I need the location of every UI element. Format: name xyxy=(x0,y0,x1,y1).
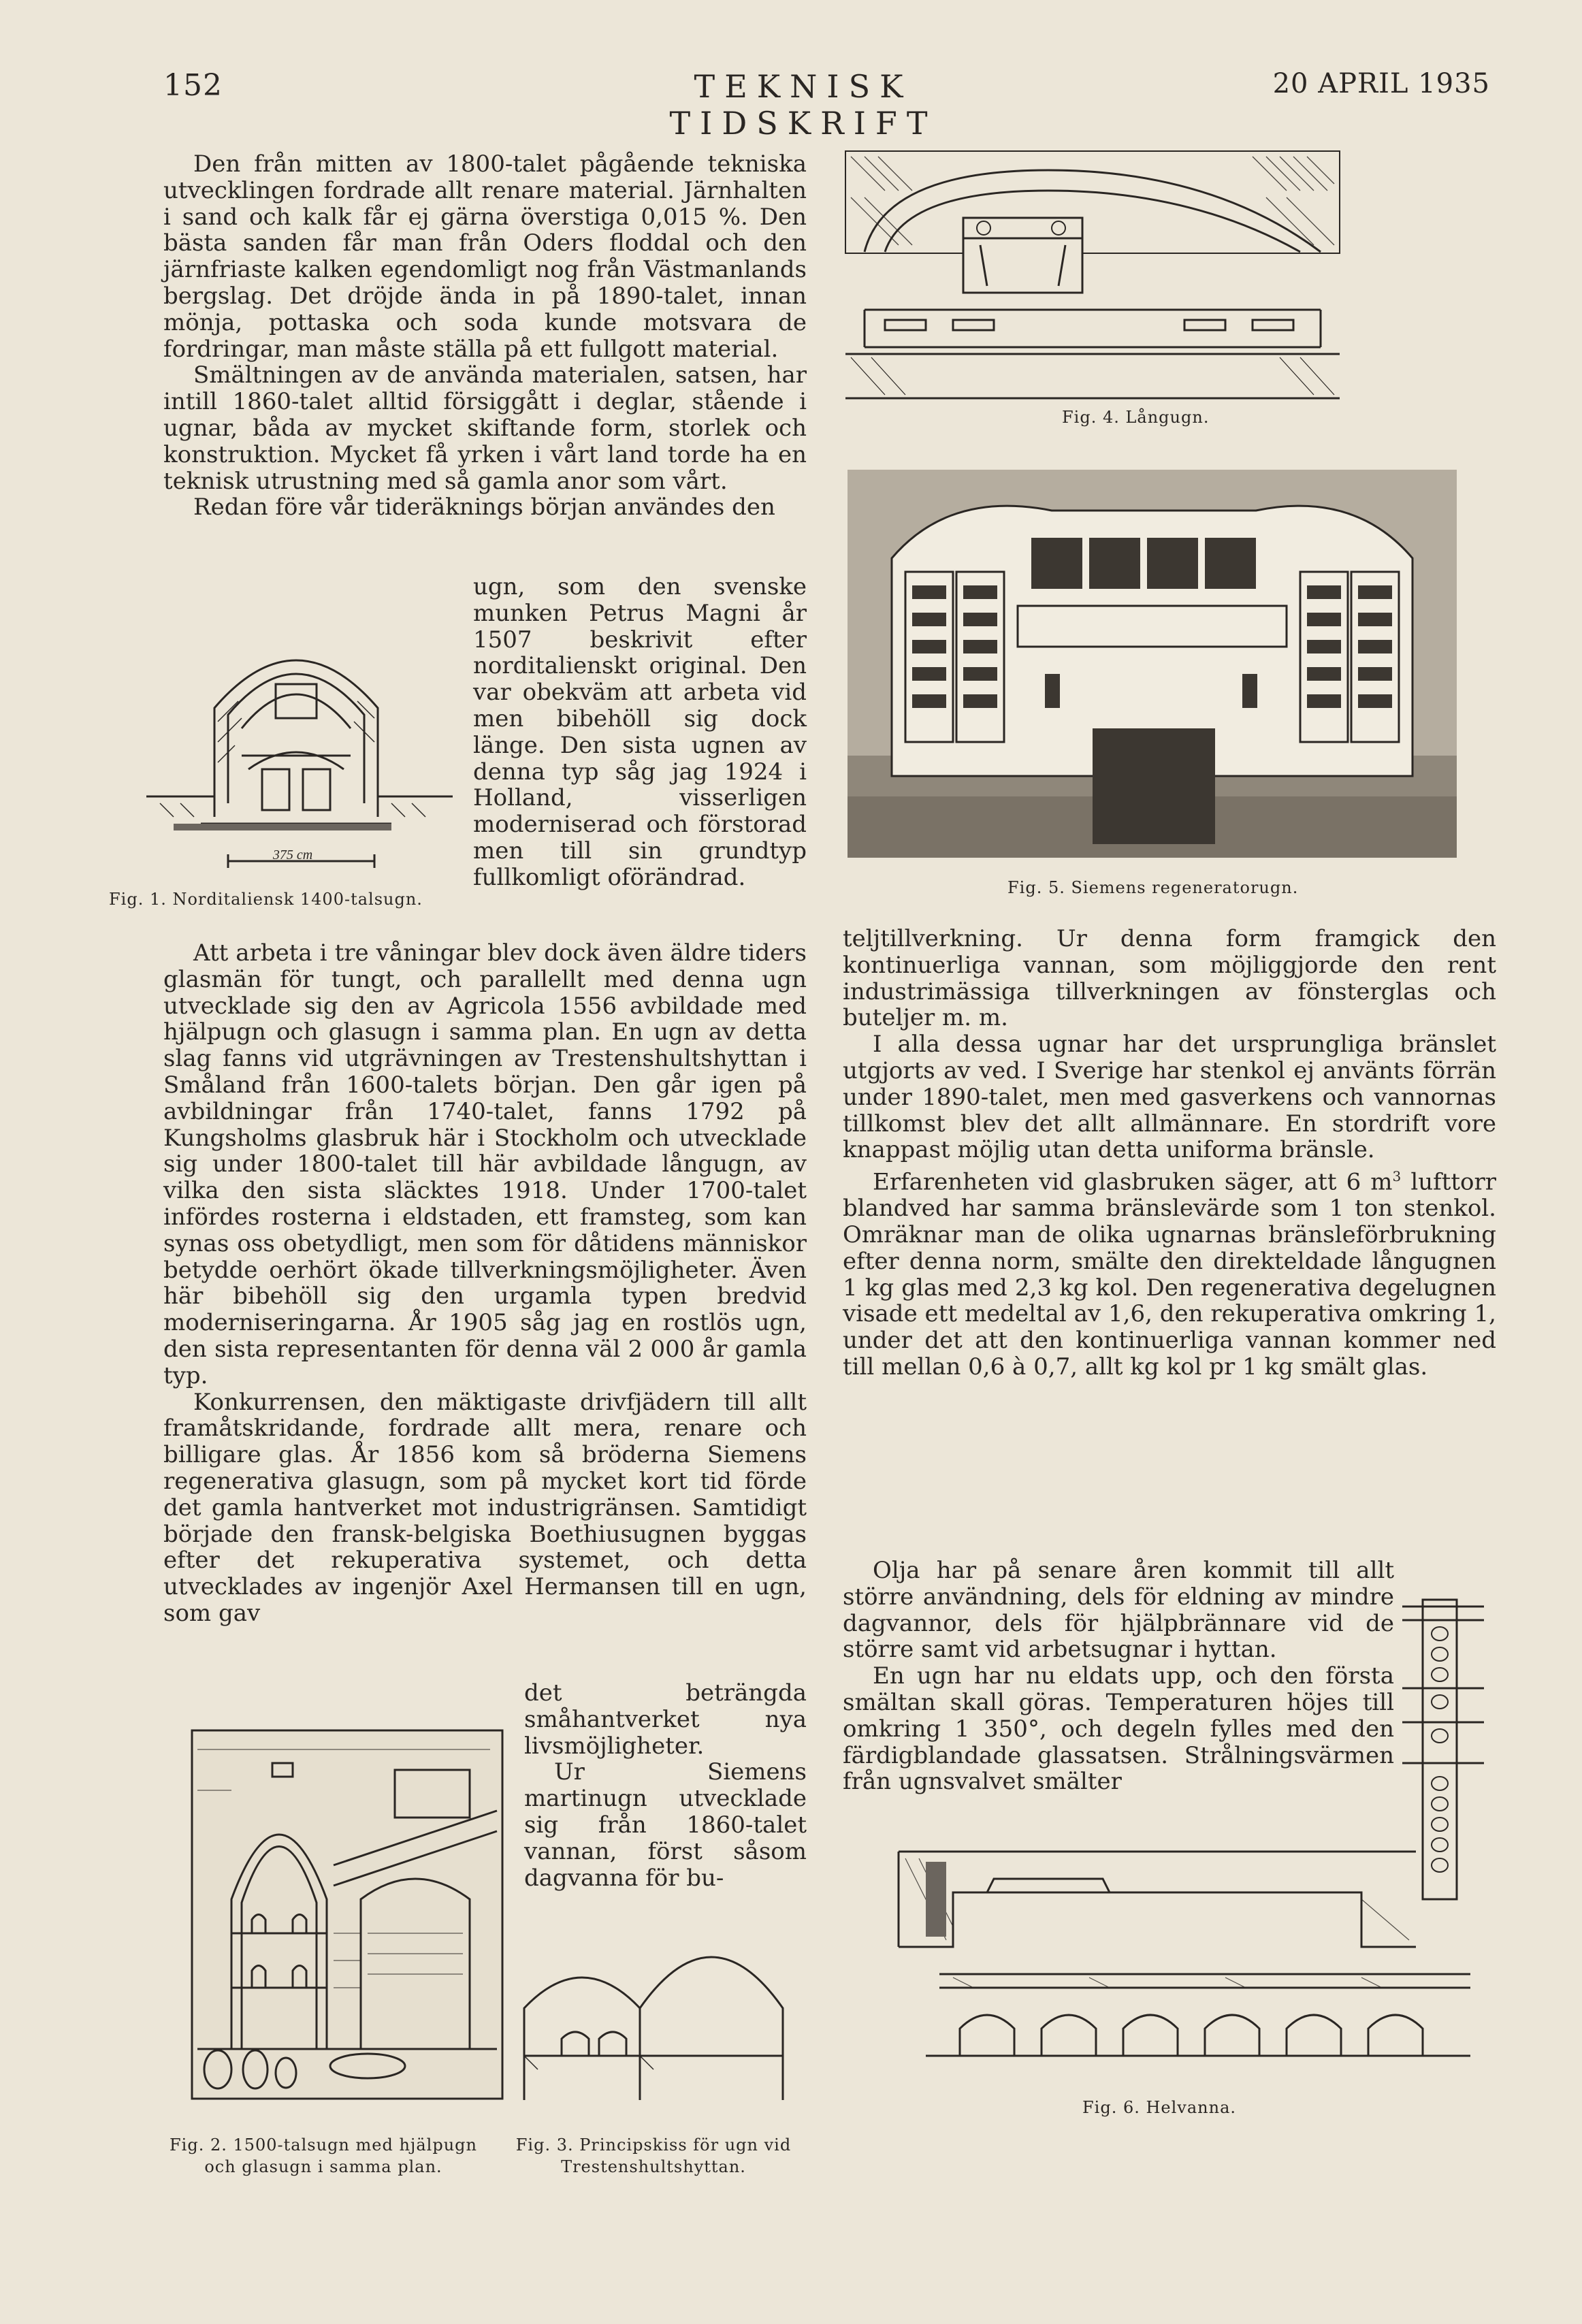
fig3-caption xyxy=(507,2134,800,2178)
left-column-bottom-wrap xyxy=(524,1680,807,1891)
fig4-caption: Fig. 4. Långugn. xyxy=(1062,408,1210,427)
fig4-langugn-drawing xyxy=(844,150,1341,402)
left-column-wrap xyxy=(473,574,807,891)
paragraph: Olja har på senare åren kommit till allt större användning, dels för eldning av mindre dagvannor, dels för hjälpbrännare vid de större samt vid arbetsugnar i hyttan. xyxy=(843,1557,1394,1664)
fig6-helvanna-drawing xyxy=(885,1593,1484,2110)
paragraph: Smältningen av de använda materialen, satsen, har intill 1860-talet alltid försiggått i deglar, stående i ugnar, båda av mycket skiftande form, storlek och konstruktion. Mycket få yrken i vårt land torde ha en teknisk utrustning med så gamla anor som vårt. xyxy=(163,361,807,495)
fig1-scale-label: 375 cm xyxy=(272,848,313,862)
fig1-norditaliensk-ugn-drawing xyxy=(133,599,463,885)
paragraph: Konkurrensen, den mäktigaste drivfjädern till allt framåtskridande, fordrade allt mera, renare och billigare glas. År 1856 kom så bröderna Siemens regenerativa glasugn, som på mycket kort tid förde det gamla hantverket mot industrigränsen. Samtidigt började den fransk-belgiska Boethiusugnen byggas efter det rekuperativa systemet, och detta utvecklades av ingenjör Axel Hermansen till en ugn, som gav xyxy=(163,1388,807,1627)
paragraph-part: Erfarenheten vid glasbruken säger, att 6 m xyxy=(873,1168,1393,1196)
fig2-caption xyxy=(153,2134,494,2178)
paragraph: det beträngda småhantverket nya livsmöjligheter. xyxy=(524,1679,807,1760)
left-column-middle xyxy=(163,940,807,1627)
fig6-caption: Fig. 6. Helvanna. xyxy=(1082,2098,1237,2117)
paragraph-part: lufttorr blandved har samma bränslevärde som 1 ton stenkol. Omräknar man de olika ugnarnas bränsleförbrukning efter denna norm, smälte den direkteldade långugnen 1 kg glas med 2,3 kg kol. Den regenerativa degelugnen visade ett medeltal av 1,6, den rekuperativa omkring 1, under det att den kontinuerliga vannan kommer ned till mellan 0,6 à 0,7, allt kg kol pr 1 kg smält glas. xyxy=(843,1168,1497,1381)
superscript-3: 3 xyxy=(1392,1168,1402,1185)
left-column-top xyxy=(163,151,807,521)
right-column-text xyxy=(843,926,1496,1381)
paragraph: I alla dessa ugnar har det ursprungliga bränslet utgjorts av ved. I Sverige har stenkol ej använts förrän under 1890-talet, men med gasverkens och vannornas tillkomst blev det allt allmännare. En stordrift vore knappast möjlig utan detta uniforma bränsle. xyxy=(843,1031,1496,1164)
paragraph xyxy=(843,1163,1496,1381)
paragraph: Att arbeta i tre våningar blev dock även äldre tiders glasmän för tungt, och parallellt med denna ugn utvecklade sig den av Agricola 1556 avbildade med hjälpugn och glasugn i samma plan. En ugn av detta slag fanns vid utgrävningen av Trestenshultshyttan i Småland från 1600-talets början. Den går igen på avbildningar från 1740-talet, fanns 1792 på Kungsholms glasbruk här i Stockholm och utvecklade sig under 1800-talet till här avbildade långugn, av vilka den sista släcktes 1918. Under 1700-talet infördes rosterna i eldstaden, ett framsteg, som kan synas oss obetydligt, men som för dåtidens människor betydde oerhört ökade tillverkningsmöjligheter. Även här bibehöll sig den urgamla typen bredvid moderniseringarna. År 1905 såg jag en rostlös ugn, den sista representanten för denna väl 2 000 år gamla typ. xyxy=(163,939,807,1389)
fig3-principskiss-drawing xyxy=(517,1899,803,2103)
fig3-caption-line1: Fig. 3. Principskiss för ugn vid xyxy=(515,2135,792,2154)
fig3-caption-line2: Trestenshultshyttan. xyxy=(561,2157,746,2176)
paragraph: Den från mitten av 1800-talet pågående tekniska utvecklingen fordrade allt renare material. Järnhalten i sand och kalk får ej gärna överstiga 0,015 %. Den bästa sanden får man från Oders floddal och den järnfriaste kalken egendomligt nog från Västmanlands bergslag. Det dröjde ända in på 1890-talet, innan mönja, pottaska och soda kunde motsvara de fordringar, man måste ställa på ett fullgott material. xyxy=(163,150,807,363)
fig1-caption: Fig. 1. Norditaliensk 1400-talsugn. xyxy=(109,890,423,909)
page-number: 152 xyxy=(163,68,223,103)
paragraph: Redan före vår tideräknings början användes den xyxy=(193,494,775,521)
journal-title: TEKNISK TIDSKRIFT xyxy=(669,68,937,142)
issue-date: 20 APRIL 1935 xyxy=(1272,68,1490,99)
fig2-caption-line1: Fig. 2. 1500-talsugn med hjälpugn xyxy=(170,2135,477,2154)
fig2-caption-line2: och glasugn i samma plan. xyxy=(204,2157,442,2176)
fig5-siemens-regeneratorugn-drawing xyxy=(848,470,1457,858)
paragraph: Ur Siemens martinugn utvecklade sig från 1860-talet vannan, först såsom dagvanna för bu- xyxy=(524,1758,807,1892)
paragraph: En ugn har nu eldats upp, och den första smältan skall göras. Temperaturen höjes till omkring 1 350°, och degeln fylles med den färdigblandade glassatsen. Strålningsvärmen från ugnsvalvet smälter xyxy=(843,1662,1394,1796)
fig2-1500-talsugn-drawing xyxy=(191,1729,504,2100)
paragraph: ugn, som den svenske munken Petrus Magni år 1507 beskrivit efter norditalienskt original. Den var obekväm att arbeta vid men bibehöll sig dock länge. Den sista ugnen av denna typ såg jag 1924 i Holland, visserligen moderniserad och förstorad men till sin grundtyp fullkomligt oförändrad. xyxy=(473,573,807,891)
fig5-caption: Fig. 5. Siemens regeneratorugn. xyxy=(1007,878,1299,897)
paragraph: teljtillverkning. Ur denna form framgick den kontinuerliga vannan, som möjliggjorde den rent industrimässiga tillverkningen av fönsterglas och buteljer m. m. xyxy=(843,925,1496,1032)
